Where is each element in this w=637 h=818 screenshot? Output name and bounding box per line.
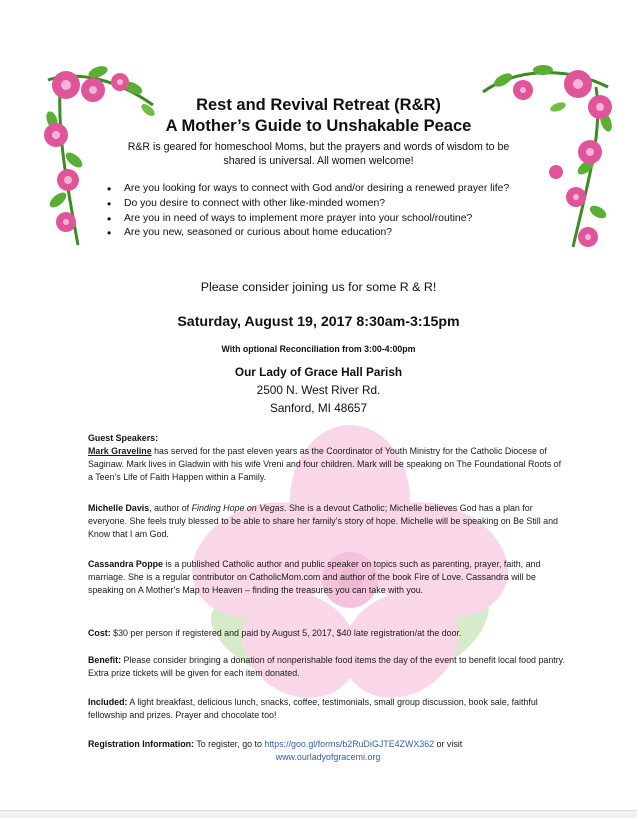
list-item: • Do you desire to connect with other like-minded women? (104, 197, 574, 212)
speaker-name: Michelle Davis (88, 503, 150, 513)
speaker-bio: has served for the past eleven years as the Coordinator of Youth Ministry for the Catholic Diocese of Saginaw. Mark lives in Gladwin with his wife Vreni and four children. Mark will be speaking on The Foundational Roots of a Teen’s Life of Faith Happen within a Family. (88, 445, 562, 482)
book-title: Finding Hope on Vegas (191, 503, 285, 513)
cost-label: Cost: (88, 628, 111, 638)
speaker-bio-prefix: , author of (149, 503, 192, 513)
speakers-heading: Guest Speakers: (88, 433, 159, 443)
registration-text: To register, go to (194, 739, 265, 749)
intro-line-2: shared is universal. All women welcome! (223, 155, 414, 167)
benefit-label: Benefit: (88, 655, 122, 665)
invite-text: Please consider joining us for some R & R! (200, 280, 437, 294)
window-bottom-border (0, 810, 637, 818)
intro-text (0, 140, 637, 168)
intro-line-1: R&R is geared for homeschool Moms, but the prayers and words of wisdom to be (127, 141, 510, 153)
speaker-cassandra (88, 558, 568, 597)
benefit-text: Please consider bringing a donation of nonperishable food items the day of the event to benefit local food pantry. Extra prize tickets will be given for each item donated. (88, 655, 565, 678)
list-item: • Are you new, seasoned or curious about home education? (104, 226, 574, 241)
benefit-section (88, 654, 568, 680)
included-text: A light breakfast, delicious lunch, snacks, coffee, testimonials, small group discussion, book sale, faithful fellowship and prizes. Prayer and chocolate too! (88, 697, 538, 720)
registration-section (88, 738, 568, 764)
speaker-michelle (88, 502, 568, 541)
speaker-bio: is a published Catholic author and public speaker on topics such as parenting, prayer, faith, and marriage. She is a regular contributor on CatholicMom.com and author of the book Fire of Love. Cassandra will be speaking on A Mother’s Map to Heaven – finding the treasures you can take with you. (88, 559, 541, 595)
speaker-bio: . She is a devout Catholic; Michelle believes God has a plan for everyone. She feels truly blessed to be able to share her family’s story of hope. Michelle will be speaking on Be Still and Know that I am God. (88, 503, 558, 539)
registration-or: or visit (434, 739, 463, 749)
list-item: • Are you in need of ways to implement more prayer into your school/routine? (104, 212, 574, 227)
reconciliation-note: With optional Reconciliation from 3:00-4:00pm (221, 344, 416, 354)
event-title: Rest and Revival Retreat (R&R) (196, 96, 441, 114)
event-subtitle: A Mother’s Guide to Unshakable Peace (165, 117, 472, 135)
list-item: • Are you looking for ways to connect with God and/or desiring a renewed prayer life? (104, 182, 574, 197)
included-section (88, 696, 568, 722)
question-list (104, 182, 574, 241)
venue-address-line-1: 2500 N. West River Rd. (256, 383, 381, 397)
included-label: Included: (88, 697, 128, 707)
event-date-time: Saturday, August 19, 2017 8:30am-3:15pm (177, 314, 460, 330)
venue-address-line-2: Sanford, MI 48657 (269, 401, 368, 415)
speaker-name: Mark Graveline (88, 445, 152, 456)
website-link[interactable]: www.ourladyofgracemi.org (275, 751, 381, 762)
speaker-name: Cassandra Poppe (88, 559, 163, 569)
registration-label: Registration Information: (88, 739, 195, 749)
cost-section (88, 627, 568, 640)
registration-link[interactable]: https://goo.gl/forms/b2RuDiGJTE4ZWX362 (264, 739, 435, 749)
speaker-mark (88, 432, 568, 484)
venue-name: Our Lady of Grace Hall Parish (234, 365, 403, 379)
cost-text: $30 per person if registered and paid by August 5, 2017, $40 late registration/at the door. (110, 628, 462, 638)
